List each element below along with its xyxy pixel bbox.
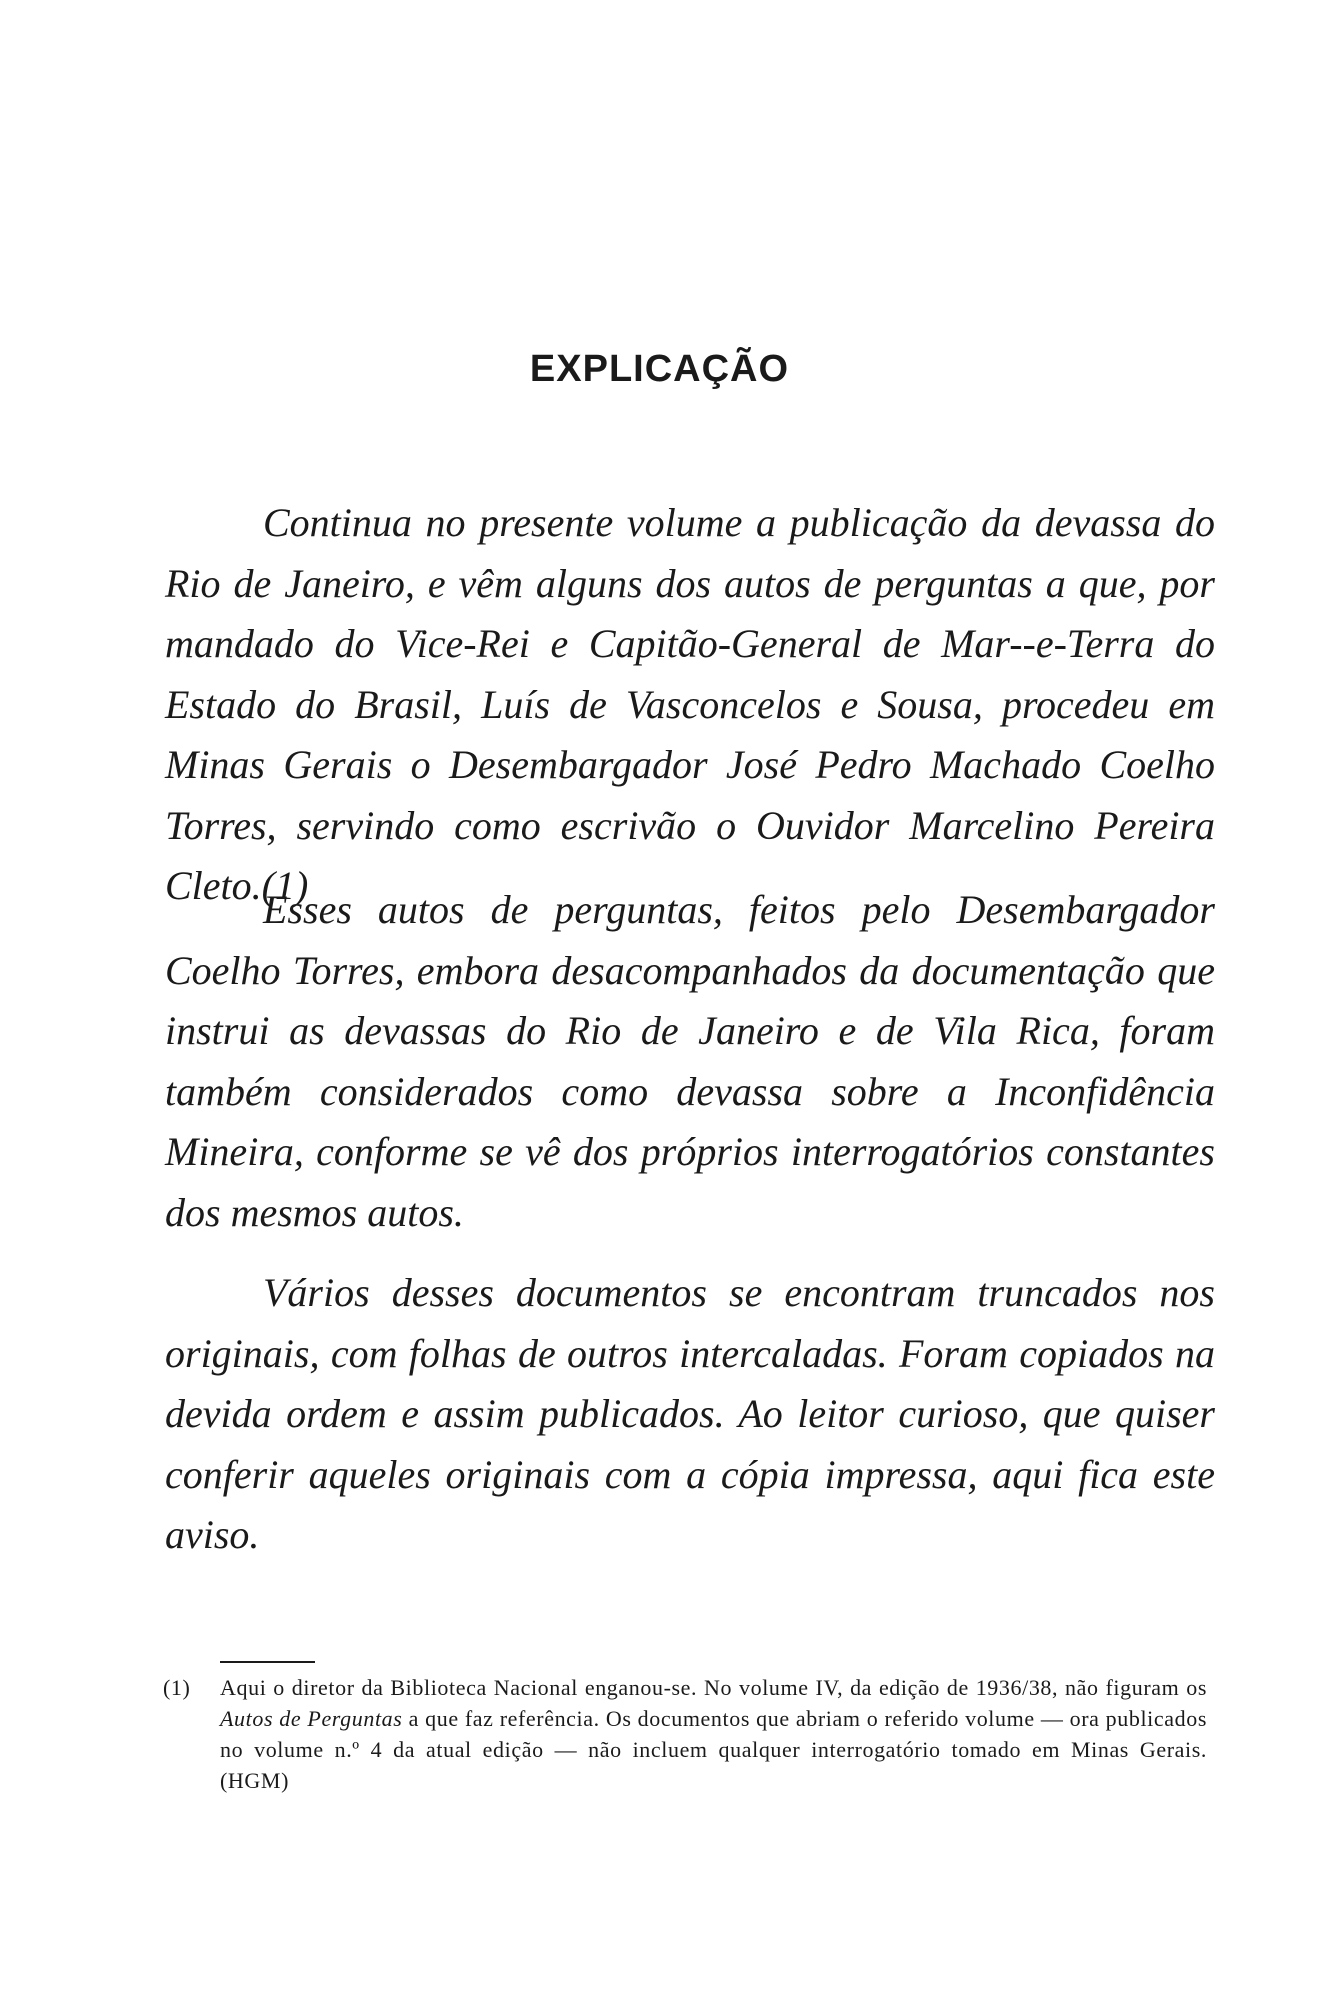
paragraph-1: Continua no presente volume a publicação da devassa do Rio de Janeiro, e vêm alguns dos autos de perguntas a que, por mandado do Vice-Rei e Capitão-General de Mar--e-Terra do Estado do Brasil, Luís de Vasconcelos e Sousa, procedeu em Minas Gerais o Desembargador José Pedro Machado Coelho Torres, servindo como escrivão o Ouvidor Marcelino Pereira Cleto.(1) <box>165 500 1215 908</box>
footnote-divider <box>220 1661 315 1663</box>
footnote <box>163 1672 1207 1796</box>
footnote-marker: (1) <box>163 1675 191 1700</box>
footnote-text-after: a que faz referência. Os documentos que abriam o referido volume — ora publicados no volume n.º 4 da atual edição — não incluem qualquer interrogatório tomado em Minas Gerais. (HGM) <box>220 1706 1207 1793</box>
footnote-italic-title: Autos de Perguntas <box>220 1706 403 1731</box>
page-title: EXPLICAÇÃO <box>529 348 790 390</box>
paragraph-2: Esses autos de perguntas, feitos pelo Desembargador Coelho Torres, embora desacompanhados da documentação que instrui as devassas do Rio de Janeiro e de Vila Rica, foram também considerados como devassa sobre a Inconfidência Mineira, conforme se vê dos próprios interrogatórios constantes dos mesmos autos. <box>165 887 1215 1235</box>
paragraph-3: Vários desses documentos se encontram truncados nos originais, com folhas de outros intercaladas. Foram copiados na devida ordem e assim publicados. Ao leitor curioso, que quiser conferir aqueles originais com a cópia impressa, aqui fica este aviso. <box>165 1270 1215 1557</box>
footnote-text-before: Aqui o diretor da Biblioteca Nacional enganou-se. No volume IV, da edição de 1936/38, não figuram os <box>220 1675 1207 1700</box>
